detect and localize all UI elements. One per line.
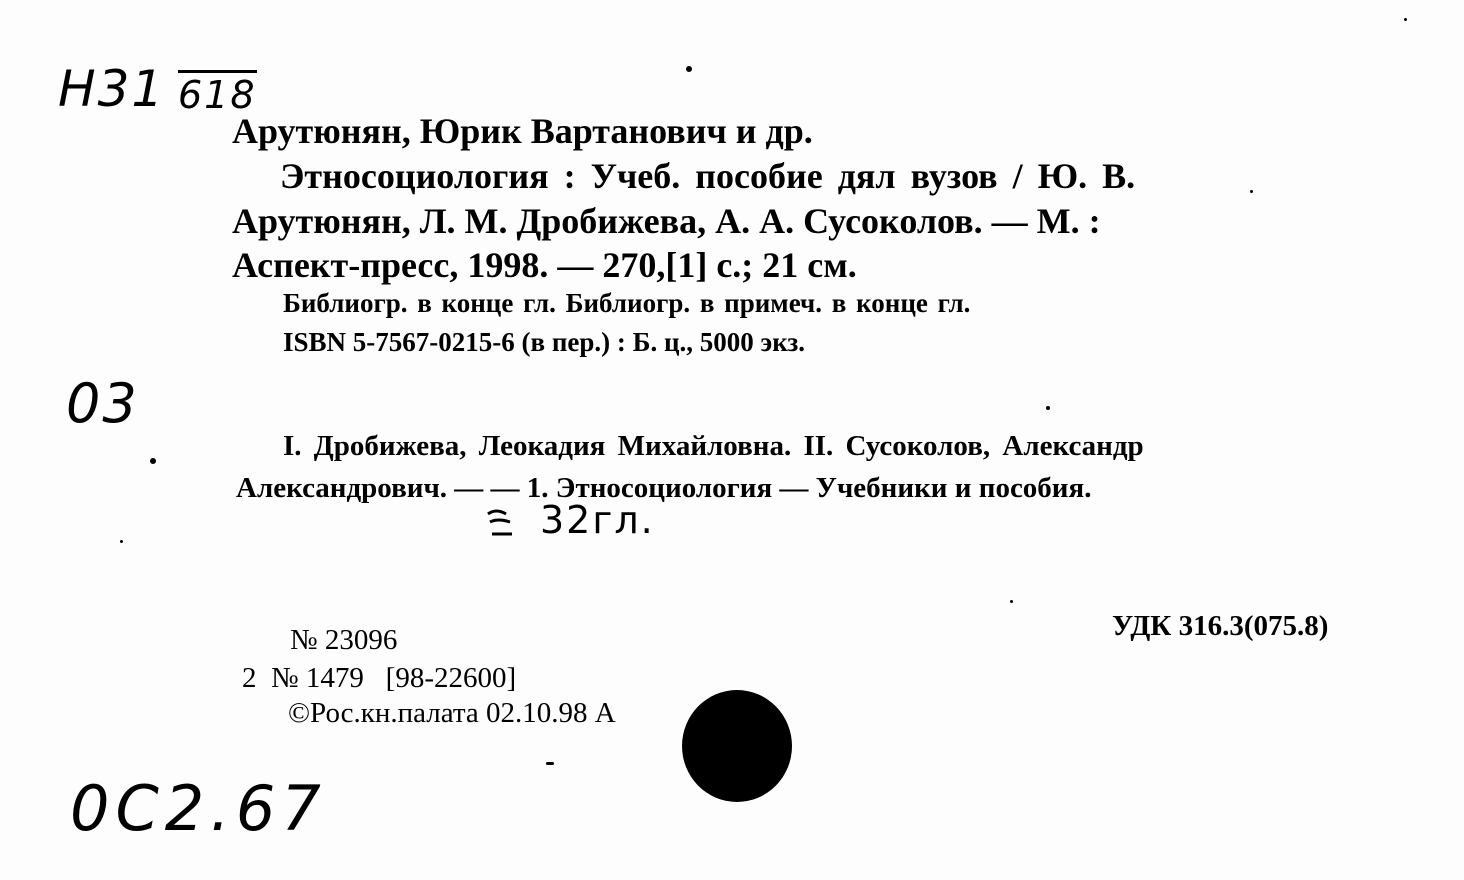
shelf-mark-main: Н31: [58, 60, 166, 118]
registry-number: № 23096: [290, 624, 398, 656]
speck: [150, 458, 156, 464]
entry-body-line-1: Этносоциология : Учеб. пособие дял вузов / Ю. В.: [280, 156, 1136, 196]
speck: [546, 762, 554, 765]
registry-copyright: ©Рос.кн.палата 02.10.98 А: [288, 697, 616, 729]
entry-note-isbn: ISBN 5-7567-0215-6 (в пер.) : Б. ц., 5000 экз.: [283, 327, 805, 357]
handwritten-note: 32гл.: [540, 498, 655, 542]
tracing-line-1: I. Дробижева, Леокадия Михайловна. II. Сусоколов, Александр: [283, 430, 1144, 462]
registry-number-2: 2 № 1479 [98-22600]: [242, 662, 517, 694]
speck: [1010, 600, 1013, 603]
left-handwritten-mark: 03: [66, 372, 139, 435]
punch-hole: [682, 690, 792, 802]
speck: [686, 66, 692, 72]
entry-body-line-2: Арутюнян, Л. М. Дробижева, А. А. Сусоколов. — М. :: [232, 201, 1101, 241]
entry-body-line-3: Аспект-пресс, 1998. — 270,[1] с.; 21 см.: [232, 245, 857, 285]
shelf-mark: [58, 60, 165, 118]
call-number: 0С2.67: [70, 772, 327, 845]
entry-note-bibliography: Библиогр. в конце гл. Библиогр. в примеч. в конце гл.: [283, 288, 971, 318]
handwritten-scribble-icon: [484, 504, 524, 544]
tracing-line-2: Александрович. — — 1. Этносоциология — Учебники и пособия.: [236, 472, 1092, 504]
speck: [1046, 406, 1050, 410]
speck: [1250, 190, 1253, 193]
udk-code: УДК 316.3(075.8): [1112, 610, 1329, 642]
shelf-mark-fraction-text: 618: [178, 73, 257, 117]
speck: [120, 540, 123, 543]
speck: [1404, 18, 1407, 21]
entry-heading: Арутюнян, Юрик Вартанович и др.: [232, 111, 813, 151]
